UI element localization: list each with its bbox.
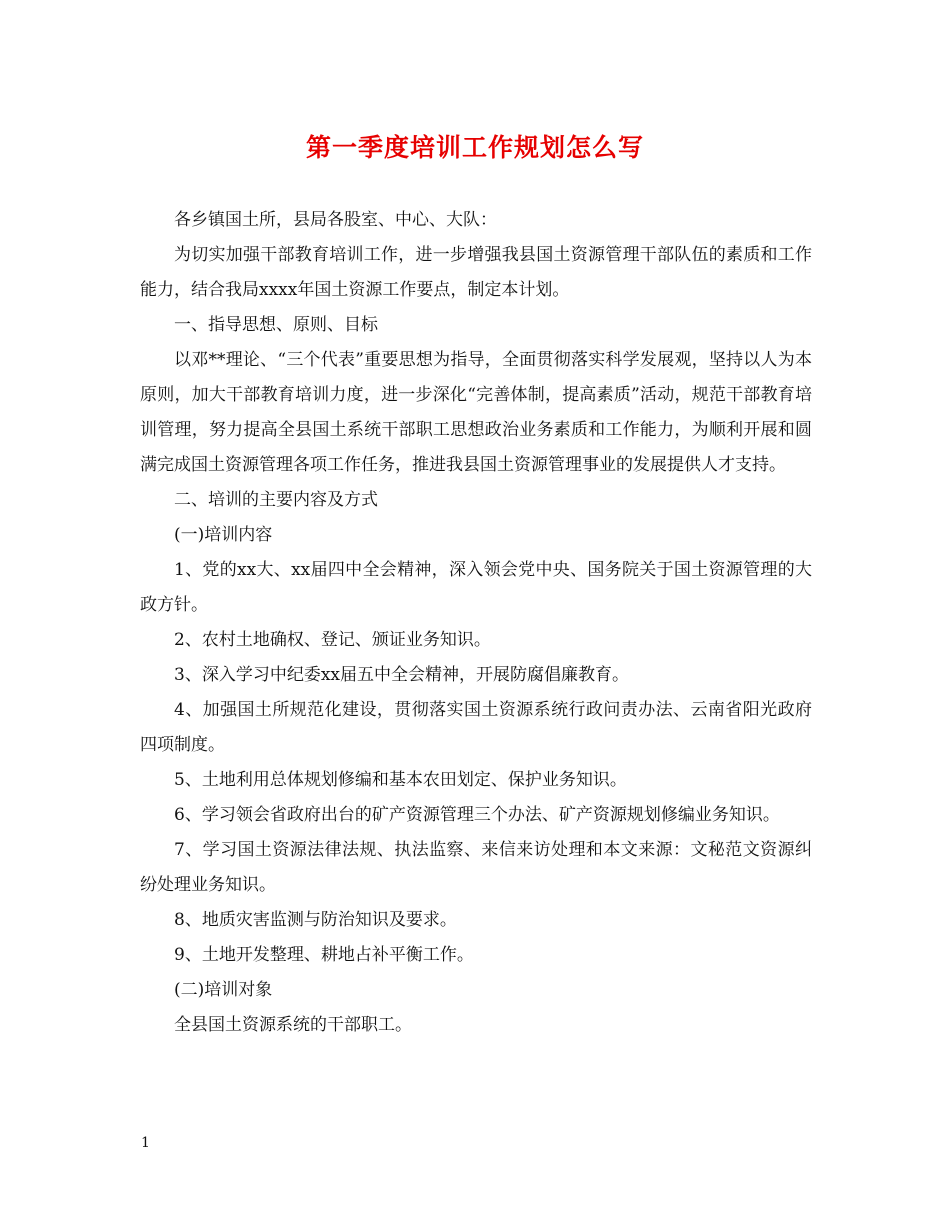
document-title: 第一季度培训工作规划怎么写 — [305, 133, 644, 162]
list-item: 2、农村土地确权、登记、颁证业务知识。 — [174, 630, 491, 650]
paragraph-audience: 全县国土资源系统的干部职工。 — [174, 1015, 412, 1035]
list-item: 1、党的xx大、xx届四中全会精神，深入领会党中央、国务院关于国土资源管理的大政方针。 — [140, 560, 812, 615]
list-item: 5、土地利用总体规划修编和基本农田划定、保护业务知识。 — [174, 770, 627, 790]
section-heading-training-content: 二、培训的主要内容及方式 — [174, 490, 378, 510]
paragraph-salutation: 各乡镇国土所，县局各股室、中心、大队： — [174, 210, 497, 230]
paragraph-guiding-principles: 以邓**理论、“三个代表”重要思想为指导，全面贯彻落实科学发展观，坚持以人为本原则，加大干部教育培训力度，进一步深化“完善体制，提高素质”活动，规范干部教育培训管理，努力提高全县国土系统干部职工思想政治业务素质和工作能力，为顺利开展和圆满完成国土资源管理各项工作任务，推进我县国土资源管理事业的发展提供人才支持。 — [140, 350, 812, 475]
subsection-heading-content: (一)培训内容 — [174, 525, 273, 545]
section-heading-guiding-principles: 一、指导思想、原则、目标 — [174, 315, 378, 335]
list-item: 4、加强国土所规范化建设，贯彻落实国土资源系统行政问责办法、云南省阳光政府四项制度。 — [140, 700, 812, 755]
list-item: 3、深入学习中纪委xx届五中全会精神，开展防腐倡廉教育。 — [174, 665, 629, 685]
list-item: 7、学习国土资源法律法规、执法监察、来信来访处理和本文来源：文秘范文资源纠纷处理业务知识。 — [140, 840, 812, 895]
paragraph-intro: 为切实加强干部教育培训工作，进一步增强我县国土资源管理干部队伍的素质和工作能力，结合我局xxxx年国土资源工作要点，制定本计划。 — [140, 245, 812, 300]
list-item: 6、学习领会省政府出台的矿产资源管理三个办法、矿产资源规划修编业务知识。 — [174, 805, 780, 825]
page-number: 1 — [141, 1135, 150, 1151]
subsection-heading-audience: (二)培训对象 — [174, 980, 273, 1000]
list-item: 8、地质灾害监测与防治知识及要求。 — [174, 910, 457, 930]
document-body — [140, 203, 812, 1043]
list-item: 9、土地开发整理、耕地占补平衡工作。 — [174, 945, 474, 965]
